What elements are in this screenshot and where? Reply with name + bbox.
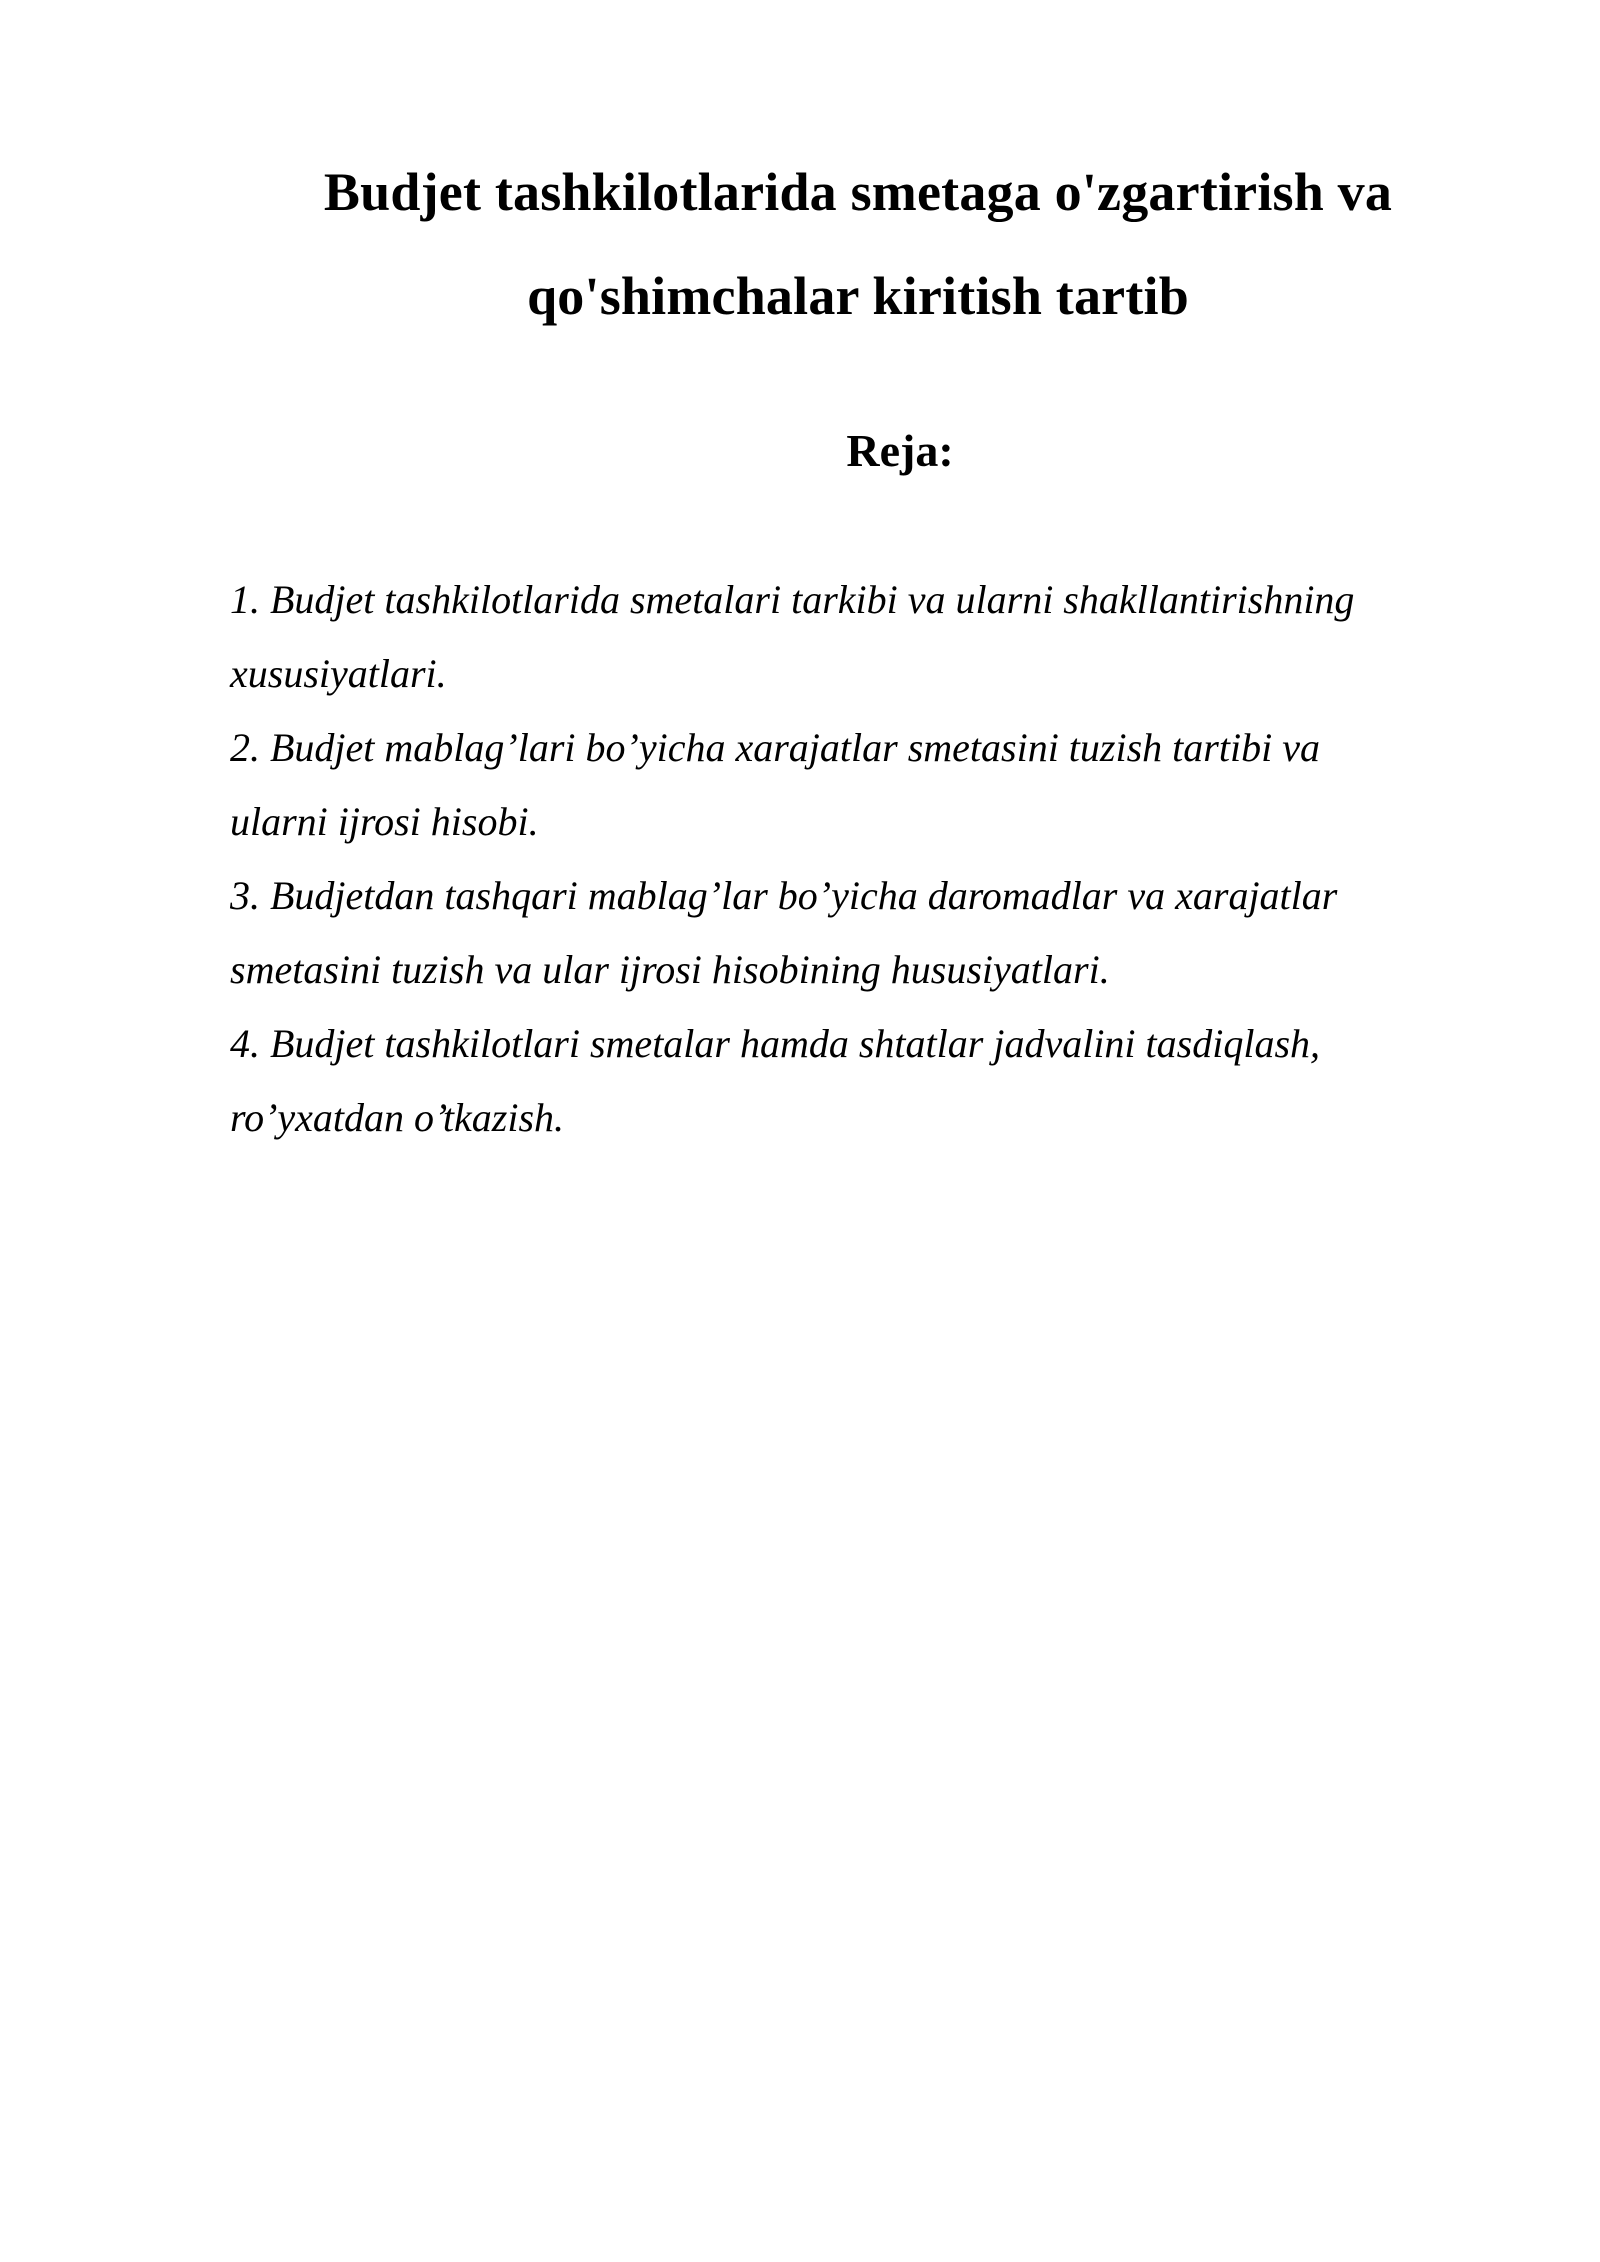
plan-item-3-line-1: 3. Budjetdan tashqari mablag’lar bo’yicha daromadlar va xarajatlar — [230, 873, 1338, 918]
document-title-line-1: Budjet tashkilotlarida smetaga o'zgartirish va — [323, 162, 1393, 222]
plan-item-3 — [230, 859, 1490, 1007]
plan-item-2-line-2: ularni ijrosi hisobi. — [230, 799, 539, 844]
plan-item-1-line-1: 1. Budjet tashkilotlarida smetalari tarkibi va ularni shakllantirishning — [230, 577, 1355, 622]
plan-list — [230, 563, 1490, 1155]
plan-item-2-line-1: 2. Budjet mablag’lari bo’yicha xarajatlar smetasini tuzish tartibi va — [230, 725, 1320, 770]
plan-item-4-line-2: ro’yxatdan o’tkazish. — [230, 1095, 565, 1140]
plan-item-4-line-1: 4. Budjet tashkilotlari smetalar hamda shtatlar jadvalini tasdiqlash, — [230, 1021, 1321, 1066]
document-title-line-2: qo'shimchalar kiritish tartib — [527, 266, 1189, 326]
plan-item-1 — [230, 563, 1490, 711]
plan-heading: Reja: — [846, 425, 954, 476]
document-title — [228, 140, 1488, 348]
plan-item-3-line-2: smetasini tuzish va ular ijrosi hisobining hususiyatlari. — [230, 947, 1110, 992]
plan-item-4 — [230, 1007, 1490, 1155]
plan-item-1-line-2: xususiyatlari. — [230, 651, 447, 696]
plan-item-2 — [230, 711, 1490, 859]
